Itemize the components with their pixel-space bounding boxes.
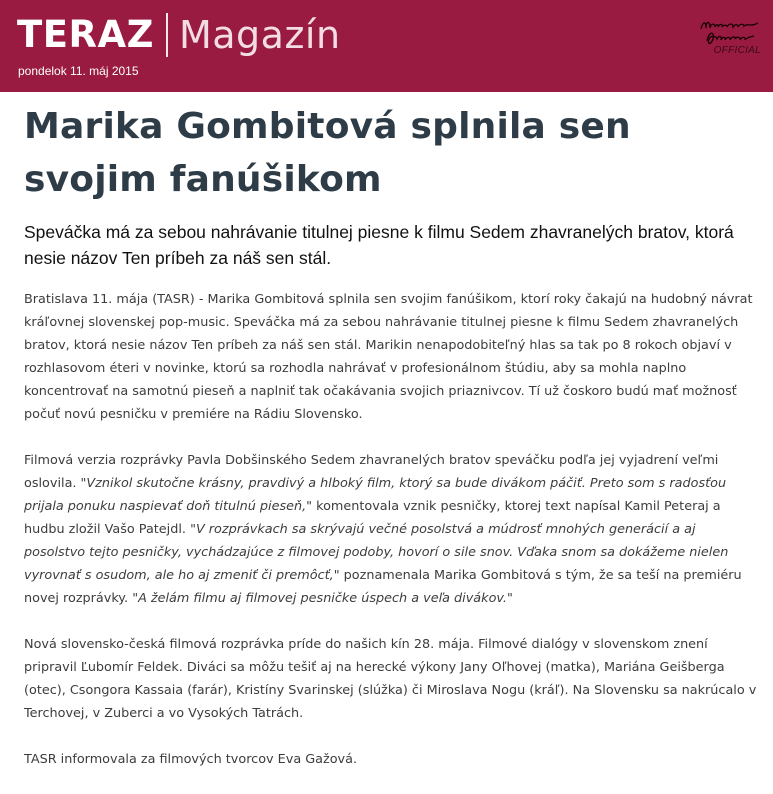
p2-quote-3: "A želám filmu aj filmovej pesničke úspech a veľa divákov." [132, 591, 513, 606]
article-paragraph-4: TASR informovala za filmových tvorcov Eva Gažová. [24, 752, 358, 767]
p2-text-2: komentovala vznik pesničky, ktorej text napísal Kamil Peteraj a hudbu zložil Vašo Patejdl. [24, 499, 721, 537]
official-label: OFFICIAL [713, 45, 761, 56]
header-bar [0, 0, 773, 92]
p2-text-3: poznamenala Marika Gombitová s tým, že sa teší na premiéru novej rozprávky. [24, 568, 742, 606]
signature-icon [697, 15, 761, 49]
article-paragraph-1: Bratislava 11. mája (TASR) - Marika Gombitová splnila sen svojim fanúšikom, ktorí roky čakajú na hudobný návrat kráľovnej slovenskej pop-music. Speváčka má za sebou nahrávanie titulnej piesne k filmu Sedem zhavranelých bratov, ktorá nesie názov Ten príbeh za náš sen stál. Marikin nenapodobiteľný hlas sa tak po 8 rokoch objaví v rozhlasovom éteri v novinke, ktorú sa rozhodla nahrávať v profesionálnom štúdiu, aby sa mohla naplno koncentrovať na samotnú pieseň a naplniť tak očakávania svojich priaznivcov. Tí už čoskoro budú mať možnosť počuť novú pesničku v premiére na Rádiu Slovensko. [24, 292, 753, 422]
brand-primary: TERAZ [17, 13, 154, 56]
article-paragraph-2 [24, 449, 759, 610]
brand-logo[interactable] [17, 8, 341, 62]
article-lead: Speváčka má za sebou nahrávanie titulnej piesne k filmu Sedem zhavranelých bratov, ktorá nesie názov Ten príbeh za náš sen stál. [24, 222, 734, 268]
issue-date: pondelok 11. máj 2015 [18, 64, 139, 78]
official-signature-logo [691, 15, 761, 65]
article-body [24, 288, 759, 794]
p2-text-1: Filmová verzia rozprávky Pavla Dobšinského Sedem zhavranelých bratov speváčku podľa jej vyjadrení veľmi oslovila. [24, 453, 719, 491]
article-title: Marika Gombitová splnila sen svojim fanúšikom [24, 106, 631, 200]
article-paragraph-3: Nová slovensko-česká filmová rozprávka príde do našich kín 28. mája. Filmové dialógy v slovenskom znení pripravil Ľubomír Feldek. Diváci sa môžu tešiť aj na herecké výkony Jany Oľhovej (matka), Mariána Geišberga (otec), Csongora Kassaia (farár), Kristíny Svarinskej (slúžka) či Miroslava Nogu (kráľ). Na Slovensku sa nakrúcalo v Terchovej, v Zuberci a vo Vysokých Tatrách. [24, 637, 757, 721]
brand-secondary: Magazín [178, 13, 341, 57]
p2-quote-2: "V rozprávkach sa skrývajú večné posolstvá a múdrosť mnohých generácií a aj posolstvo tejto pesničky, vychádzajúce z filmovej podoby, hovorí o sile snov. Vďaka snom sa dokážeme nielen vyrovnať s osudom, ale ho aj zmeniť či premôcť," [24, 522, 729, 583]
brand-divider [166, 13, 168, 57]
p2-quote-1: "Vznikol skutočne krásny, pravdivý a hlboký film, ktorý sa bude divákom páčiť. Preto som s radosťou prijala ponuku naspievať doň titulnú pieseň," [24, 476, 727, 514]
